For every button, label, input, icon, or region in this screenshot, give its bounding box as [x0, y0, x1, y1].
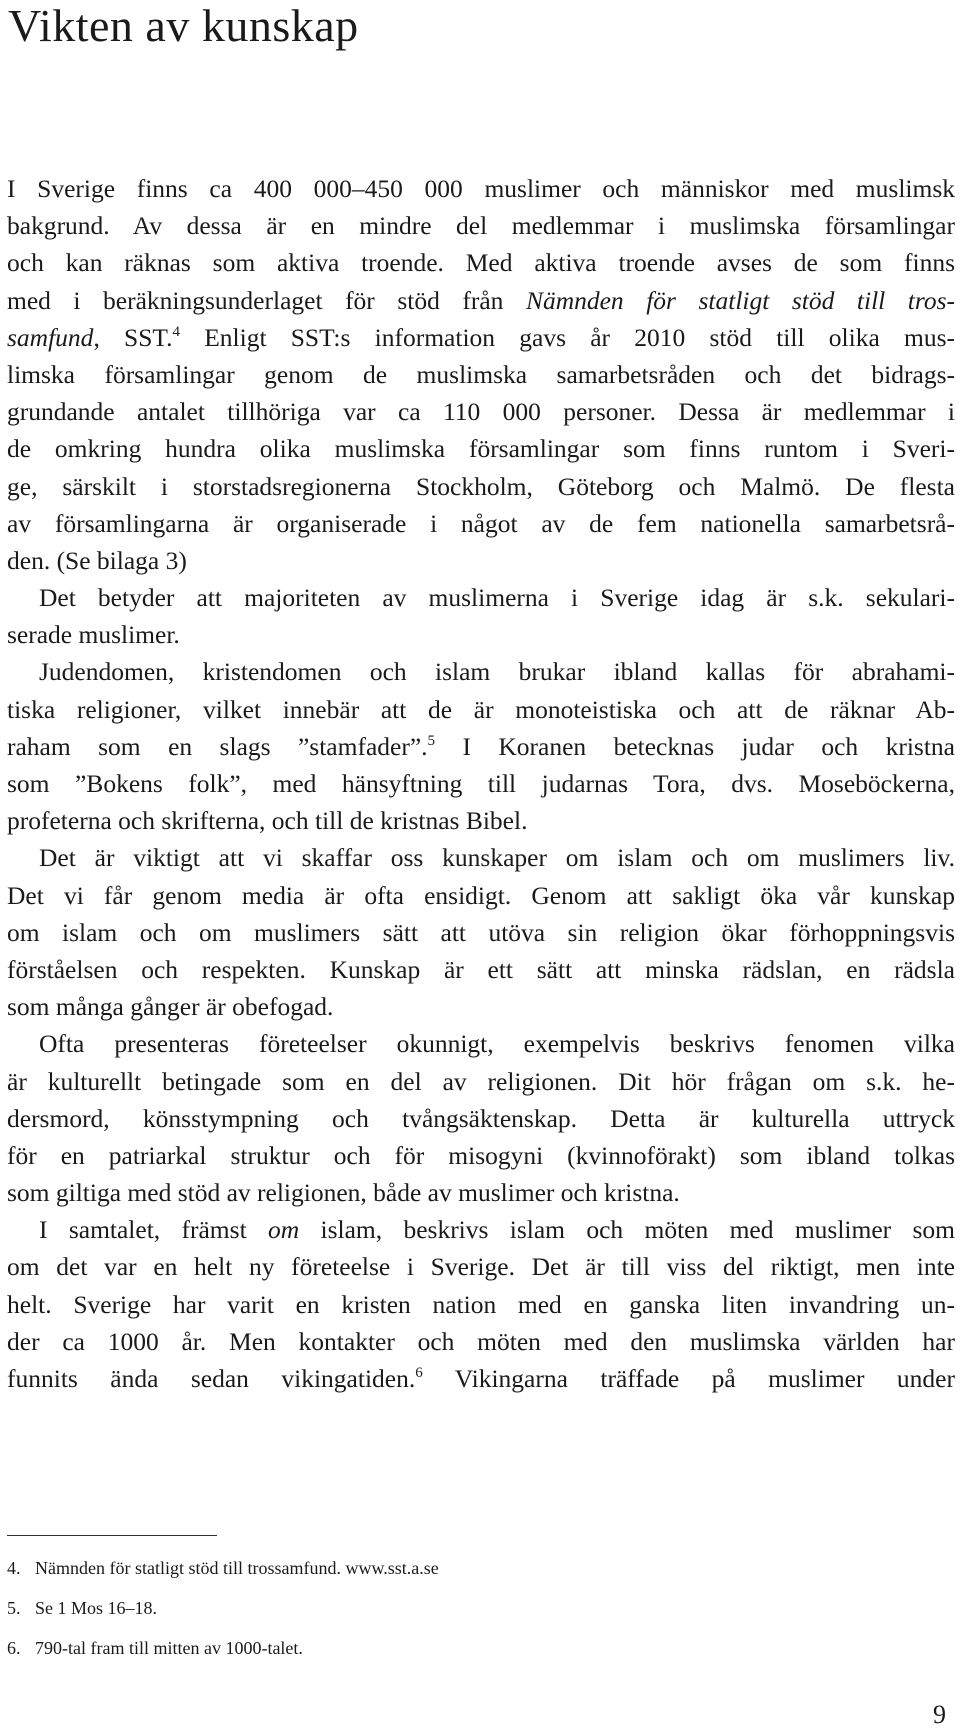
footnote: [7, 1548, 439, 1588]
footnote-number: 4.: [7, 1558, 21, 1578]
text-line: som många gånger är obefogad.: [7, 992, 334, 1022]
text-line: Det är viktigt att vi skaffar oss kunskaper om islam och om muslimers liv.: [39, 843, 955, 873]
footnote-text: Se 1 Mos 16–18.: [35, 1598, 158, 1618]
text-line: är kulturellt betingade som en del av religionen. Dit hör frågan om s.k. he-: [7, 1066, 955, 1096]
text-line: den. (Se bilaga 3): [7, 545, 187, 575]
text-line: Ofta presenteras företeelser okunnigt, exempelvis beskrivs fenomen vilka: [39, 1029, 955, 1059]
text-line: för en patriarkal struktur och för misogyni (kvinnoförakt) som ibland tolkas: [7, 1140, 955, 1170]
text-line: om islam och om muslimers sätt att utöva sin religion ökar förhoppningsvis: [7, 917, 955, 947]
text-line: tiska religioner, vilket innebär att de är monoteistiska och att de räknar Ab-: [7, 694, 955, 724]
italic-text: samfund: [7, 322, 94, 352]
body-text: [7, 170, 955, 1397]
text-line: av församlingarna är organiserade i något av de fem nationella samarbetsrå-: [7, 508, 955, 538]
text-line: förståelsen och respekten. Kunskap är ett sätt att minska rädslan, en rädsla: [7, 954, 955, 984]
page-number: 9: [933, 1700, 946, 1729]
text-line: ge, särskilt i storstadsregionerna Stockholm, Göteborg och Malmö. De flesta: [7, 471, 955, 501]
footnote-divider: [7, 1535, 217, 1536]
footnotes: [7, 1548, 439, 1668]
italic-text: Nämnden för statligt stöd till tros-: [525, 285, 955, 315]
footnote-ref: 5: [427, 732, 436, 749]
text-line: serade muslimer.: [7, 620, 180, 650]
text-line: der ca 1000 år. Men kontakter och möten med den muslimska världen har: [7, 1326, 955, 1356]
footnote-number: 5.: [7, 1598, 21, 1618]
text-line: som giltiga med stöd av religionen, både av muslimer och kristna.: [7, 1178, 680, 1208]
italic-text: om: [267, 1215, 300, 1245]
text-line: Judendomen, kristendomen och islam brukar ibland kallas för abrahami-: [39, 657, 955, 687]
text-line: som ”Bokens folk”, med hänsyftning till judarnas Tora, dvs. Moseböckerna,: [7, 769, 955, 798]
footnote-text: Nämnden för statligt stöd till trossamfund. www.sst.a.se: [35, 1558, 439, 1578]
text-line: med i beräkningsunderlaget för stöd från Nämnden för statligt stöd till tros-: [7, 285, 955, 315]
text-line: om det var en helt ny företeelse i Sverige. Det är till viss del riktigt, men inte: [7, 1252, 955, 1282]
text-line: I samtalet, främst om islam, beskrivs islam och möten med muslimer som: [39, 1215, 955, 1245]
footnote-text: 790-tal fram till mitten av 1000-talet.: [35, 1638, 303, 1658]
text-line: bakgrund. Av dessa är en mindre del medlemmar i muslimska församlingar: [7, 211, 955, 241]
text-line: Det betyder att majoriteten av muslimerna i Sverige idag är s.k. sekulari-: [39, 583, 955, 613]
text-line: I Sverige finns ca 400 000–450 000 muslimer och människor med muslimsk: [7, 174, 955, 203]
text-line: och kan räknas som aktiva troende. Med aktiva troende avses de som finns: [7, 248, 955, 278]
page-heading: Vikten av kunskap: [8, 0, 359, 51]
text-line: Det vi får genom media är ofta ensidigt. Genom att sakligt öka vår kunskap: [7, 880, 955, 910]
footnote: [7, 1628, 439, 1668]
text-line: profeterna och skrifterna, och till de kristnas Bibel.: [7, 806, 528, 836]
text-line: helt. Sverige har varit en kristen nation med en ganska liten invandring un-: [7, 1289, 955, 1319]
text-line: de omkring hundra olika muslimska församlingar som finns runtom i Sveri-: [7, 434, 955, 464]
footnote-ref: 4: [172, 323, 180, 340]
footnote: [7, 1588, 439, 1628]
text-line: dersmord, könsstympning och tvångsäktenskap. Detta är kulturella uttryck: [7, 1103, 955, 1133]
text-line: raham som en slags ”stamfader”.$^5$ I Koranen betecknas judar och kristna: [7, 731, 955, 761]
footnote-ref: 6: [415, 1365, 423, 1381]
text-line: limska församlingar genom de muslimska samarbetsråden och det bidrags-: [7, 359, 955, 389]
text-line: samfund, SST.$^4$ Enligt SST:s information gavs år 2010 stöd till olika mus-: [7, 322, 955, 352]
footnote-number: 6.: [7, 1638, 21, 1658]
text-line: funnits ända sedan vikingatiden.$^6$ Vikingarna träffade på muslimer under: [7, 1364, 955, 1393]
text-line: grundande antalet tillhöriga var ca 110 000 personer. Dessa är medlemmar i: [7, 397, 955, 427]
